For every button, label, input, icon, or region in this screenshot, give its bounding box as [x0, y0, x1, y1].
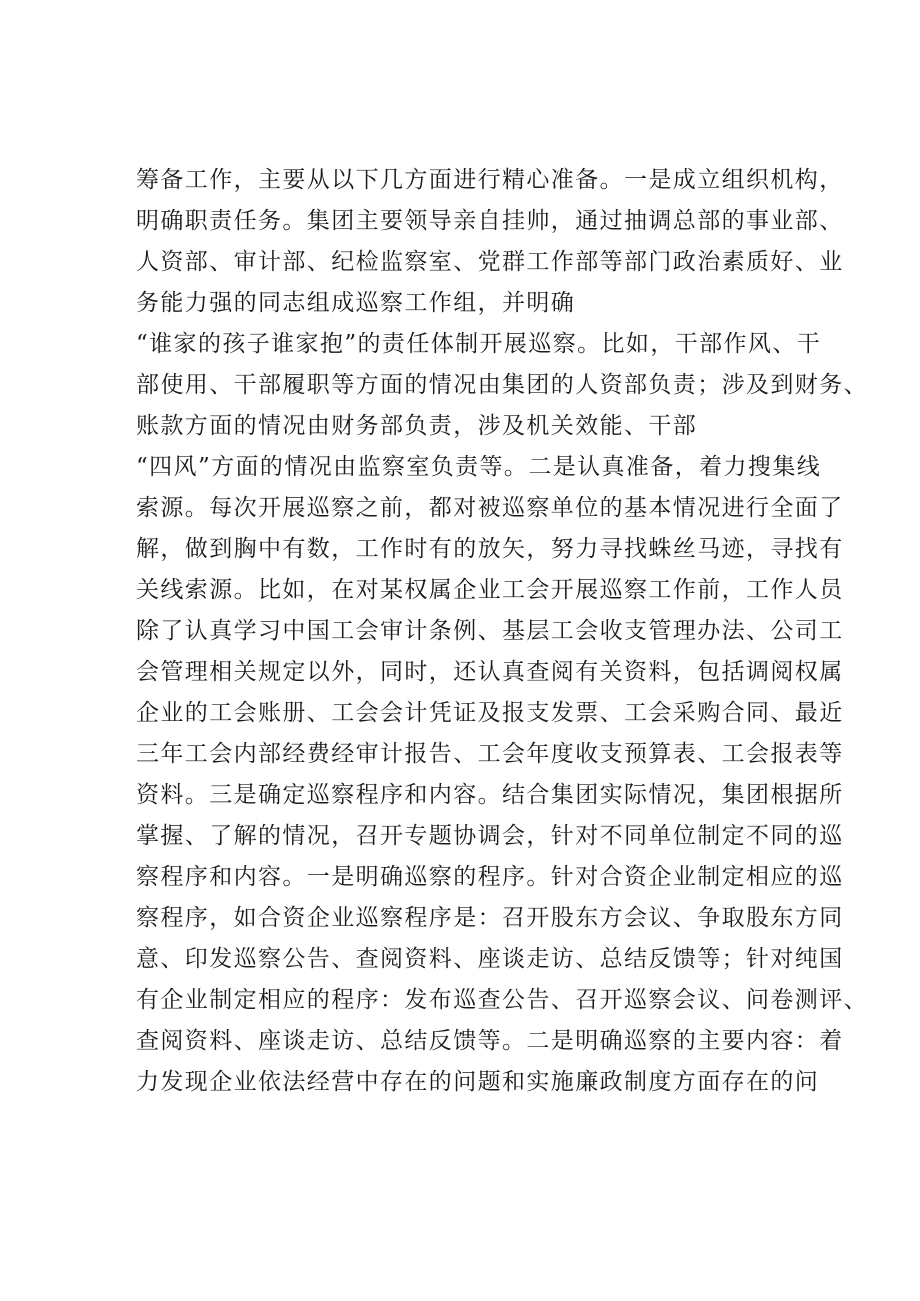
text-line: 资料。三是确定巡察程序和内容。结合集团实际情况，集团根据所 — [136, 782, 844, 808]
text-line: 索源。每次开展巡察之前，都对被巡察单位的基本情况进行全面了 — [136, 495, 844, 521]
text-line: 力发现企业依法经营中存在的问题和实施廉政制度方面存在的问 — [136, 1069, 820, 1095]
text-line: 意、印发巡察公告、查阅资料、座谈走访、总结反馈等；针对纯国 — [136, 946, 844, 972]
text-line: 察程序，如合资企业巡察程序是：召开股东方会议、争取股东方同 — [136, 905, 844, 931]
text-line: “四风”方面的情况由监察室负责等。二是认真准备，着力搜集线 — [136, 454, 822, 480]
text-line: 务能力强的同志组成巡察工作组，并明确 — [136, 290, 576, 316]
text-line: 除了认真学习中国工会审计条例、基层工会收支管理办法、公司工 — [136, 618, 844, 644]
text-line: 人资部、审计部、纪检监察室、党群工作部等部门政治素质好、业 — [136, 249, 844, 275]
text-line: 账款方面的情况由财务部负责，涉及机关效能、干部 — [136, 413, 698, 439]
text-line: 明确职责任务。集团主要领导亲自挂帅，通过抽调总部的事业部、 — [136, 208, 844, 234]
text-line: 察程序和内容。一是明确巡察的程序。针对合资企业制定相应的巡 — [136, 864, 844, 890]
text-line: 解，做到胸中有数，工作时有的放矢，努力寻找蛛丝马迹，寻找有 — [136, 536, 844, 562]
text-line: 关线索源。比如，在对某权属企业工会开展巡察工作前，工作人员 — [136, 577, 844, 603]
text-line: 企业的工会账册、工会会计凭证及报支发票、工会采购合同、最近 — [136, 700, 844, 726]
text-line: 有企业制定相应的程序：发布巡查公告、召开巡察会议、问卷测评、 — [136, 987, 868, 1013]
text-line: 三年工会内部经费经审计报告、工会年度收支预算表、工会报表等 — [136, 741, 844, 767]
text-line: 筹备工作，主要从以下几方面进行精心准备。一是成立组织机构， — [136, 167, 844, 193]
text-line: 部使用、干部履职等方面的情况由集团的人资部负责；涉及到财务、 — [136, 372, 868, 398]
text-line: 会管理相关规定以外，同时，还认真查阅有关资料，包括调阅权属 — [136, 659, 844, 685]
text-line: 查阅资料、座谈走访、总结反馈等。二是明确巡察的主要内容：着 — [136, 1028, 844, 1054]
text-line: 掌握、了解的情况，召开专题协调会，针对不同单位制定不同的巡 — [136, 823, 844, 849]
body-text — [136, 160, 868, 1103]
text-line: “谁家的孩子谁家抱”的责任体制开展巡察。比如，干部作风、干 — [136, 331, 822, 357]
